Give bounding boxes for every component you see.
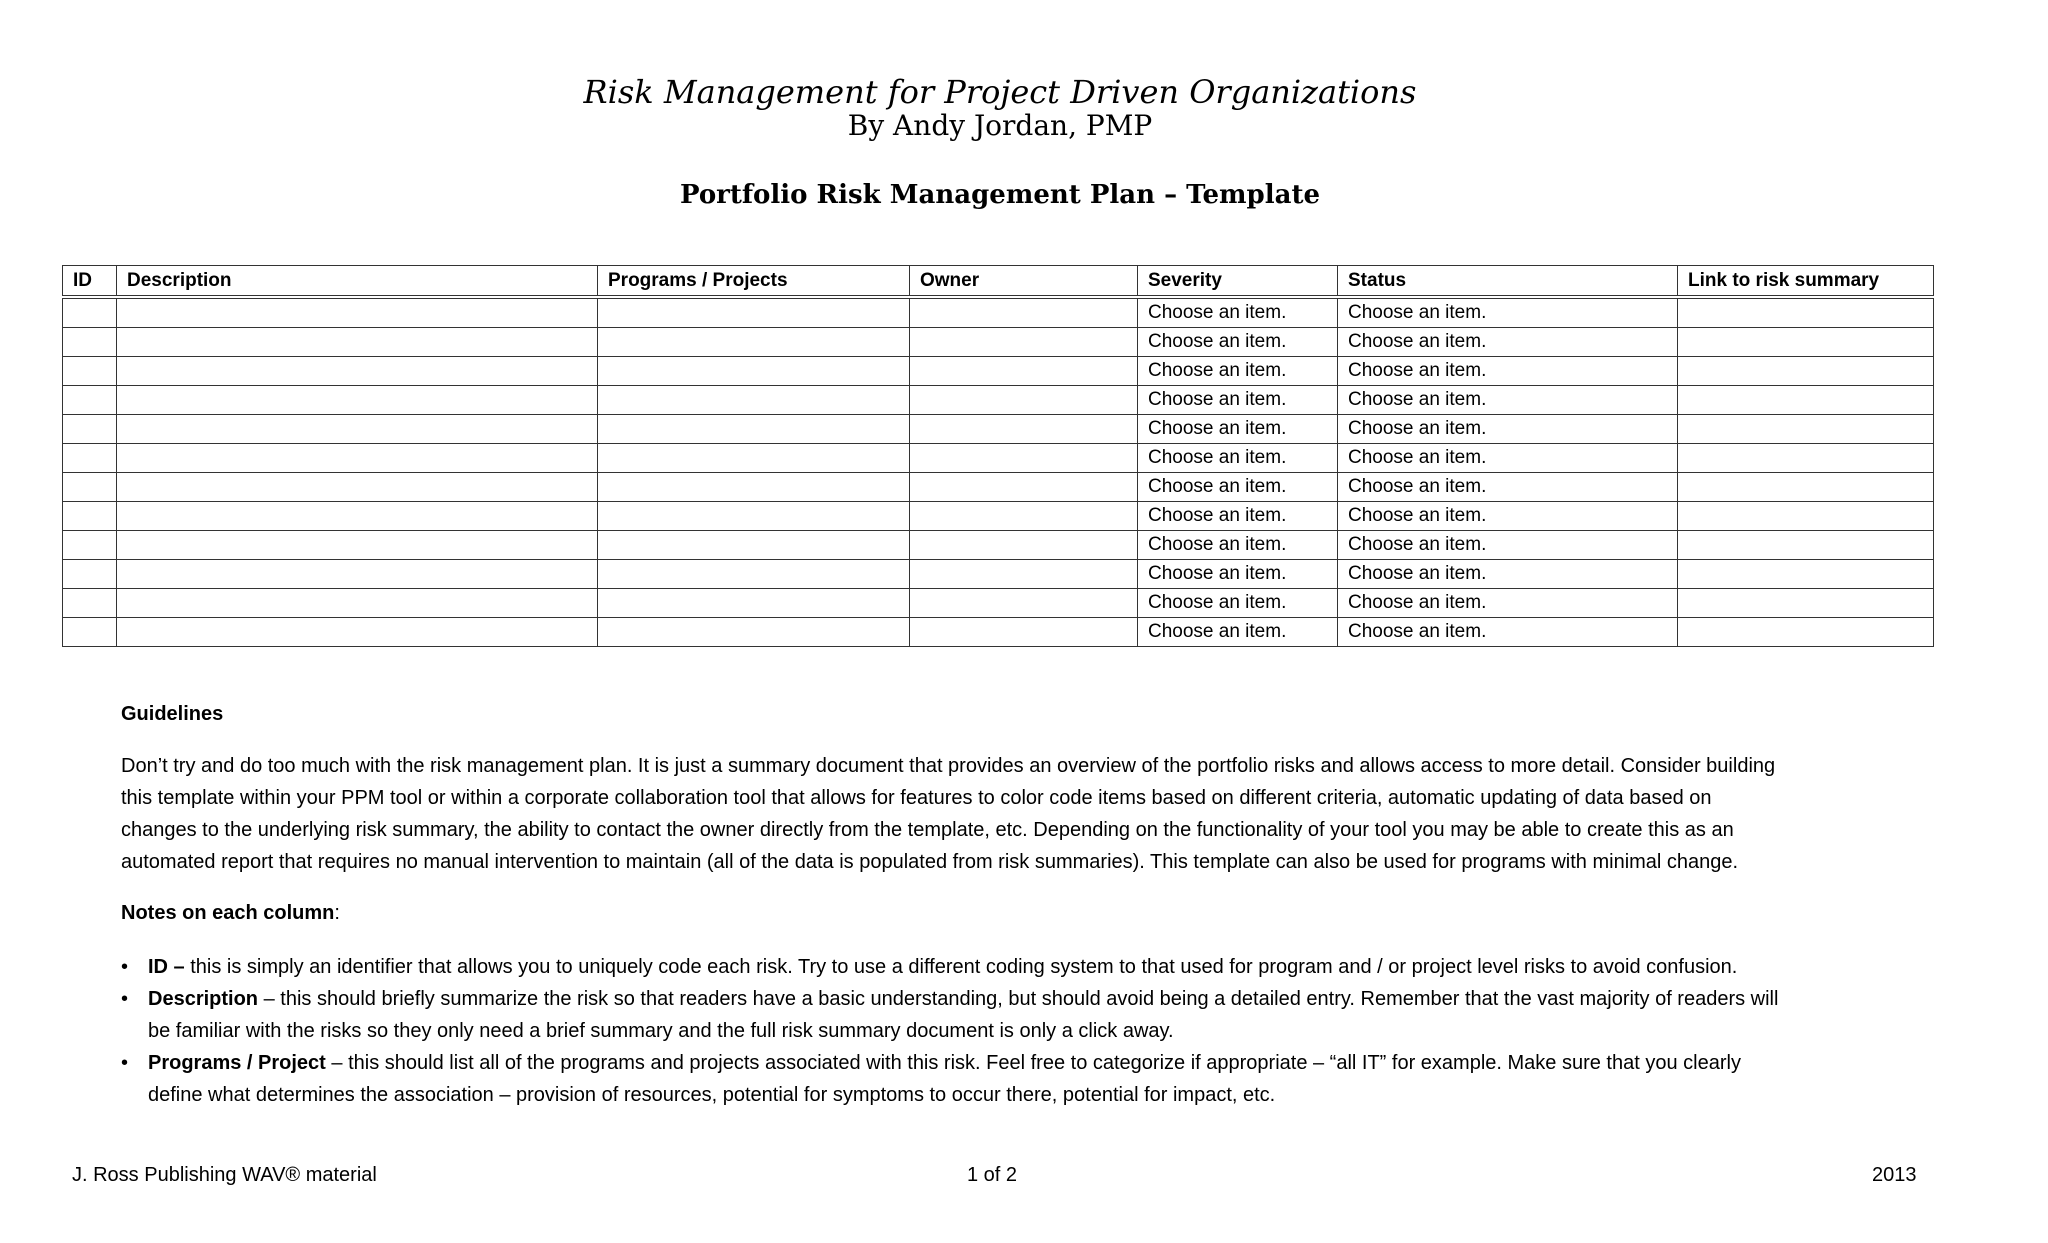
risk-register-table <box>62 265 1934 647</box>
link-to-risk-summary-cell[interactable] <box>1678 297 1934 328</box>
programs-projects-cell[interactable] <box>598 531 910 560</box>
status-dropdown[interactable]: Choose an item. <box>1338 386 1678 415</box>
table-row <box>63 415 1934 444</box>
document-author: By Andy Jordan, PMP <box>847 109 1153 142</box>
status-dropdown[interactable]: Choose an item. <box>1338 589 1678 618</box>
note-text: define what determines the association – provision of resources, potential for symptoms to occur there, potential for impact, etc. <box>148 1084 1276 1106</box>
table-row <box>63 473 1934 502</box>
programs-projects-cell[interactable] <box>598 415 910 444</box>
description-cell[interactable] <box>117 473 598 502</box>
bullet-icon: • <box>121 956 129 978</box>
severity-dropdown[interactable]: Choose an item. <box>1138 560 1338 589</box>
description-cell[interactable] <box>117 444 598 473</box>
owner-cell[interactable] <box>910 589 1138 618</box>
table-header-row <box>63 266 1934 298</box>
link-to-risk-summary-cell[interactable] <box>1678 357 1934 386</box>
list-item <box>121 983 1881 1047</box>
column-header-severity: Severity <box>1138 266 1338 298</box>
link-to-risk-summary-cell[interactable] <box>1678 444 1934 473</box>
column-header-link-to-risk-summary: Link to risk summary <box>1678 266 1934 298</box>
bullet-icon: • <box>121 1052 129 1074</box>
owner-cell[interactable] <box>910 415 1138 444</box>
programs-projects-cell[interactable] <box>598 328 910 357</box>
severity-dropdown[interactable]: Choose an item. <box>1138 618 1338 647</box>
programs-projects-cell[interactable] <box>598 444 910 473</box>
column-header-description: Description <box>117 266 598 298</box>
status-dropdown[interactable]: Choose an item. <box>1338 531 1678 560</box>
severity-dropdown[interactable]: Choose an item. <box>1138 386 1338 415</box>
list-item <box>121 951 1881 983</box>
footer-publisher: J. Ross Publishing WAV® material <box>72 1164 377 1186</box>
document-title: Risk Management for Project Driven Organizations <box>583 73 1417 111</box>
note-text: – this should list all of the programs and projects associated with this risk. Feel free to categorize if appropriate – “all IT” for example. Make sure that you clearly <box>331 1052 1741 1074</box>
status-dropdown[interactable]: Choose an item. <box>1338 357 1678 386</box>
programs-projects-cell[interactable] <box>598 560 910 589</box>
table-row <box>63 502 1934 531</box>
owner-cell[interactable] <box>910 444 1138 473</box>
status-dropdown[interactable]: Choose an item. <box>1338 473 1678 502</box>
link-to-risk-summary-cell[interactable] <box>1678 386 1934 415</box>
status-dropdown[interactable]: Choose an item. <box>1338 297 1678 328</box>
table-row <box>63 386 1934 415</box>
table-row <box>63 297 1934 328</box>
description-cell[interactable] <box>117 502 598 531</box>
notes-heading-text: Notes on each column <box>121 902 335 924</box>
id-cell[interactable] <box>63 386 117 415</box>
note-term: Description <box>148 988 259 1010</box>
id-cell[interactable] <box>63 415 117 444</box>
severity-dropdown[interactable]: Choose an item. <box>1138 357 1338 386</box>
description-cell[interactable] <box>117 415 598 444</box>
id-cell[interactable] <box>63 297 117 328</box>
programs-projects-cell[interactable] <box>598 357 910 386</box>
table-row <box>63 357 1934 386</box>
link-to-risk-summary-cell[interactable] <box>1678 415 1934 444</box>
id-cell[interactable] <box>63 618 117 647</box>
column-header-programs-projects: Programs / Projects <box>598 266 910 298</box>
description-cell[interactable] <box>117 531 598 560</box>
notes-heading <box>121 897 1881 929</box>
footer-page-number: 1 of 2 <box>967 1164 1018 1186</box>
status-dropdown[interactable]: Choose an item. <box>1338 415 1678 444</box>
description-cell[interactable] <box>117 560 598 589</box>
id-cell[interactable] <box>63 531 117 560</box>
status-dropdown[interactable]: Choose an item. <box>1338 444 1678 473</box>
note-text: this is simply an identifier that allows you to uniquely code each risk. Try to use a different coding system to that used for program and / or project level risks to avoid confusion. <box>190 956 1738 978</box>
list-item <box>121 1047 1881 1111</box>
description-cell[interactable] <box>117 328 598 357</box>
notes-heading-colon: : <box>334 902 340 924</box>
link-to-risk-summary-cell[interactable] <box>1678 502 1934 531</box>
document-subtitle: Portfolio Risk Management Plan – Template <box>679 180 1321 210</box>
programs-projects-cell[interactable] <box>598 297 910 328</box>
id-cell[interactable] <box>63 560 117 589</box>
programs-projects-cell[interactable] <box>598 502 910 531</box>
column-header-owner: Owner <box>910 266 1138 298</box>
note-term: ID – <box>148 956 185 978</box>
table-row <box>63 618 1934 647</box>
status-dropdown[interactable]: Choose an item. <box>1338 560 1678 589</box>
note-text: be familiar with the risks so they only need a brief summary and the full risk summary document is only a click away. <box>148 1020 1174 1042</box>
severity-dropdown[interactable]: Choose an item. <box>1138 589 1338 618</box>
link-to-risk-summary-cell[interactable] <box>1678 531 1934 560</box>
severity-dropdown[interactable]: Choose an item. <box>1138 531 1338 560</box>
status-dropdown[interactable]: Choose an item. <box>1338 502 1678 531</box>
link-to-risk-summary-cell[interactable] <box>1678 618 1934 647</box>
owner-cell[interactable] <box>910 502 1138 531</box>
status-dropdown[interactable]: Choose an item. <box>1338 618 1678 647</box>
programs-projects-cell[interactable] <box>598 589 910 618</box>
id-cell[interactable] <box>63 589 117 618</box>
link-to-risk-summary-cell[interactable] <box>1678 589 1934 618</box>
guidelines-paragraph <box>121 750 1881 878</box>
paragraph-line: this template within your PPM tool or within a corporate collaboration tool that allows for features to color code items based on different criteria, automatic updating of data based on <box>121 787 1712 809</box>
footer-year: 2013 <box>1872 1164 1917 1186</box>
owner-cell[interactable] <box>910 386 1138 415</box>
owner-cell[interactable] <box>910 328 1138 357</box>
table-row <box>63 560 1934 589</box>
severity-dropdown[interactable]: Choose an item. <box>1138 328 1338 357</box>
severity-dropdown[interactable]: Choose an item. <box>1138 502 1338 531</box>
description-cell[interactable] <box>117 357 598 386</box>
paragraph-line: changes to the underlying risk summary, the ability to contact the owner directly from the template, etc. Depending on the functionality of your tool you may be able to create this as an <box>121 819 1734 841</box>
programs-projects-cell[interactable] <box>598 473 910 502</box>
id-cell[interactable] <box>63 328 117 357</box>
bullet-icon: • <box>121 988 129 1010</box>
paragraph-line: Don’t try and do too much with the risk management plan. It is just a summary document that provides an overview of the portfolio risks and allows access to more detail. Consider building <box>121 755 1776 777</box>
severity-dropdown[interactable]: Choose an item. <box>1138 415 1338 444</box>
description-cell[interactable] <box>117 618 598 647</box>
description-cell[interactable] <box>117 297 598 328</box>
id-cell[interactable] <box>63 444 117 473</box>
programs-projects-cell[interactable] <box>598 386 910 415</box>
table-row <box>63 589 1934 618</box>
programs-projects-cell[interactable] <box>598 618 910 647</box>
table-row <box>63 328 1934 357</box>
severity-dropdown[interactable]: Choose an item. <box>1138 444 1338 473</box>
column-header-id: ID <box>63 266 117 298</box>
column-notes-list <box>121 951 1881 1111</box>
paragraph-line: automated report that requires no manual intervention to maintain (all of the data is populated from risk summaries). This template can also be used for programs with minimal change. <box>121 851 1739 873</box>
note-text: – this should briefly summarize the risk so that readers have a basic understanding, but should avoid being a detailed entry. Remember that the vast majority of readers will <box>263 988 1779 1010</box>
table-row <box>63 531 1934 560</box>
owner-cell[interactable] <box>910 473 1138 502</box>
link-to-risk-summary-cell[interactable] <box>1678 328 1934 357</box>
link-to-risk-summary-cell[interactable] <box>1678 473 1934 502</box>
id-cell[interactable] <box>63 502 117 531</box>
guidelines-heading: Guidelines <box>121 703 224 725</box>
description-cell[interactable] <box>117 386 598 415</box>
column-header-status: Status <box>1338 266 1678 298</box>
table-row <box>63 444 1934 473</box>
id-cell[interactable] <box>63 473 117 502</box>
owner-cell[interactable] <box>910 618 1138 647</box>
owner-cell[interactable] <box>910 531 1138 560</box>
note-term: Programs / Project <box>148 1052 326 1074</box>
severity-dropdown[interactable]: Choose an item. <box>1138 473 1338 502</box>
owner-cell[interactable] <box>910 560 1138 589</box>
status-dropdown[interactable]: Choose an item. <box>1338 328 1678 357</box>
owner-cell[interactable] <box>910 357 1138 386</box>
link-to-risk-summary-cell[interactable] <box>1678 560 1934 589</box>
severity-dropdown[interactable]: Choose an item. <box>1138 297 1338 328</box>
owner-cell[interactable] <box>910 297 1138 328</box>
id-cell[interactable] <box>63 357 117 386</box>
description-cell[interactable] <box>117 589 598 618</box>
